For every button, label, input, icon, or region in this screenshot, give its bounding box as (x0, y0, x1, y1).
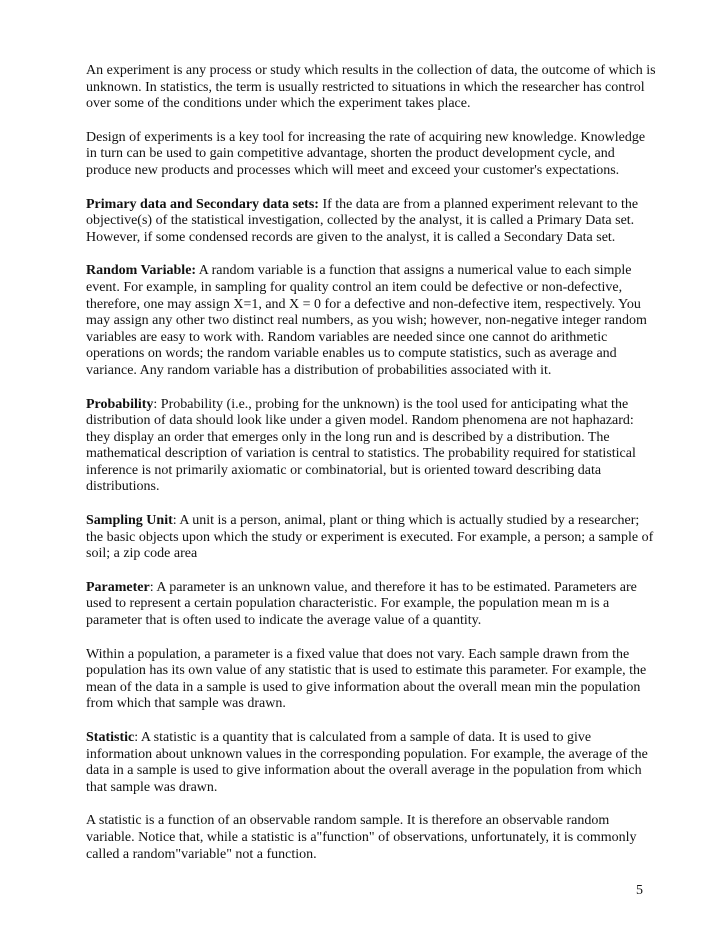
page-number: 5 (636, 883, 643, 898)
paragraph-statistic-function (86, 813, 658, 863)
paragraph-text: Within a population, a parameter is a fixed value that does not vary. Each sample drawn from the population has its own value of any statistic that is used to estimate this parameter. For example, the mean of the data in a sample is used to give information about the overall mean min the population from which that sample was drawn. (86, 646, 647, 712)
paragraph-sampling-unit (86, 513, 658, 563)
paragraph-text: : A unit is a person, animal, plant or thing which is actually studied by a researcher; the basic objects upon which the study or experiment is executed. For example, a person; a sample of soil; a zip code area (86, 513, 654, 562)
paragraph-parameter (86, 580, 658, 630)
paragraph-text: Design of experiments is a key tool for increasing the rate of acquiring new knowledge. Knowledge in turn can be used to gain competitive advantage, shorten the product development cycle, and produce new products and processes which will meet and exceed your customer's expectations. (86, 129, 646, 178)
paragraph-text: An experiment is any process or study which results in the collection of data, the outcome of which is unknown. In statistics, the term is usually restricted to situations in which the researcher has control over some of the conditions under which the experiment takes place. (86, 63, 656, 112)
paragraph-parameter-within-population (86, 647, 658, 713)
paragraph-probability (86, 397, 658, 497)
paragraph-term: Primary data and Secondary data sets: (86, 196, 319, 212)
paragraph-text: : A parameter is an unknown value, and therefore it has to be estimated. Parameters are used to represent a certain population characteristic. For example, the population mean m is a parameter that is often used to indicate the average value of a quantity. (86, 579, 637, 629)
paragraph-term: Probability (86, 396, 154, 412)
paragraph-random-variable (86, 263, 658, 379)
paragraph-experiment (86, 63, 658, 113)
paragraph-text: A statistic is a function of an observable random sample. It is therefore an observable random variable. Notice that, while a statistic is a"function" of observations, unfortunately, it is commonly called a random"variable" not a function. (86, 813, 637, 862)
paragraph-text: : Probability (i.e., probing for the unknown) is the tool used for anticipating what the distribution of data should look like under a given model. Random phenomena are not haphazard: they display an order that emerges only in the long run and is described by a distribution. The mathematical description of variation is central to statistics. The probability required for statistical inference is not primarily axiomatic or combinatorial, but is oriented toward describing data distributions. (86, 396, 636, 495)
paragraph-term: Random Variable: (86, 263, 197, 279)
paragraph-text: A random variable is a function that assigns a numerical value to each simple event. For example, in sampling for quality control an item could be defective or non-defective, therefore, one may assign X=1, and X = 0 for a defective and non-defective item, respectively. You may assign any other two distinct real numbers, as you wish; however, non-negative integer random variables are easy to work with. Random variables are needed since one cannot do arithmetic operations on words; the random variable enables us to compute statistics, such as average and variance. Any random variable has a distribution of probabilities associated with it. (86, 263, 647, 378)
paragraph-term: Sampling Unit (86, 513, 173, 529)
paragraph-design-of-experiments (86, 130, 658, 180)
paragraph-primary-secondary-data (86, 197, 658, 247)
paragraph-text: If the data are from a planned experiment relevant to the objective(s) of the statistical investigation, collected by the analyst, it is called a Primary Data set. However, if some condensed records are given to the analyst, it is called a Secondary Data set. (86, 196, 639, 245)
paragraph-term: Statistic (86, 730, 135, 745)
paragraph-term: Parameter (86, 579, 150, 595)
paragraph-statistic (86, 730, 658, 796)
paragraph-text: : A statistic is a quantity that is calculated from a sample of data. It is used to give information about unknown values in the corresponding population. For example, the average of the data in a sample is used to give information about the overall average in the population from which that sample was drawn. (86, 730, 648, 795)
page-body (86, 63, 658, 880)
